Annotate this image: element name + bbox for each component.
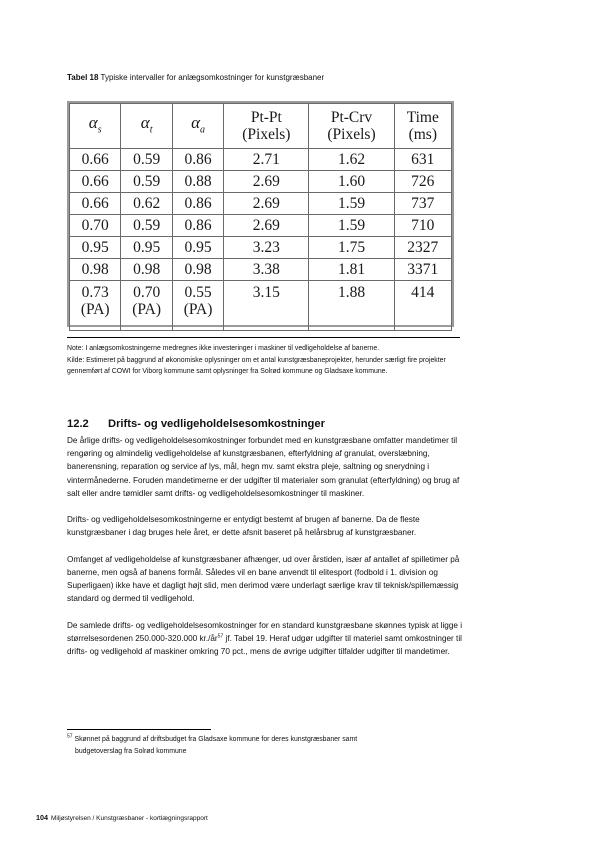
table-cell: 3.38	[224, 259, 309, 281]
table-cell: 726	[394, 171, 451, 193]
paragraph: Omfanget af vedligeholdelse af kunstgræsbaner afhænger, ud over årstiden, især af antallet af spilletimer på banerne, men også af banens formål. Således vil en bane anvendt til elitesport (fodbold i 1. division og Superligaen) ikke have et dagligt højt slid, men derimod være underlagt særlige krav til teknisk/spillemæssig standard og dermed til vedligehold.	[67, 554, 460, 604]
table-cell: 1.62	[309, 149, 394, 171]
table-cell: 0.88	[172, 171, 223, 193]
table-row-last	[70, 281, 452, 331]
footnote-text: Skønnet på baggrund af driftsbudget fra Gladsaxe kommune for deres kunstgræsbaner samt	[72, 736, 358, 743]
table-cell: 1.59	[309, 193, 394, 215]
table-cell: 0.62	[121, 193, 172, 215]
table-cell: 414	[394, 281, 451, 331]
table-cell: 0.98	[70, 259, 121, 281]
table-row	[70, 171, 452, 193]
header-alpha-s: $\alpha_s$	[70, 104, 121, 149]
table-caption	[67, 73, 324, 82]
table-row	[70, 215, 452, 237]
footnote-reference[interactable]: 57	[217, 633, 224, 640]
table-notes	[67, 343, 467, 378]
table-bottom-rule	[67, 337, 460, 338]
table-cell: 2.69	[224, 193, 309, 215]
table-cell: 0.98	[172, 259, 223, 281]
header-alpha-a: $\alpha_a$	[172, 104, 223, 149]
table-row	[70, 193, 452, 215]
results-table-image	[67, 101, 454, 327]
table-cell: 1.60	[309, 171, 394, 193]
table-cell: 0.95	[70, 237, 121, 259]
table-cell: 2327	[394, 237, 451, 259]
header-pt-pt: Pt-Pt (Pixels)	[224, 104, 309, 149]
table-cell: 710	[394, 215, 451, 237]
table-cell: 2.69	[224, 171, 309, 193]
table-cell: 1.59	[309, 215, 394, 237]
footnote-number: 57	[67, 733, 73, 740]
table-cell: 0.70	[70, 215, 121, 237]
paragraph: De samlede drifts- og vedligeholdelsesomkostninger for en standard kunstgræsbane skønnes typisk at ligge i størrelsesordenen 250.000-320.000 kr./år$^{57}$ jf. Tabel 19. Heraf udgør udgifter til materiel samt omkostninger til drifts- og vedligehold af maskiner omkring 70 pct., mens de øvrige udgifter tilfalder udgifter til mandetimer.	[67, 620, 463, 657]
table-cell: 0.86	[172, 215, 223, 237]
table-cell: 1.75	[309, 237, 394, 259]
footnote-text-continued: budgetoverslag fra Solrød kommune	[75, 748, 187, 755]
body-text	[67, 434, 467, 672]
table-cell: 0.59	[121, 215, 172, 237]
table-cell: 0.86	[172, 193, 223, 215]
section-heading	[67, 418, 325, 430]
paragraph: Drifts- og vedligeholdelsesomkostningerne er entydigt bestemt af brugen af banerne. Da de fleste kunstgræsbaner i dag bruges hele året, er dette afsnit baseret på helårsbrug af kunstgræsbaner.	[67, 515, 420, 538]
table-cell: 0.98	[121, 259, 172, 281]
table-cell: 3371	[394, 259, 451, 281]
footnote	[67, 734, 467, 758]
table-source: Kilde: Estimeret på baggrund af økonomiske oplysninger om et antal kunstgræsbaneprojekter, herunder særligt fire projekter gennemført af COWI for Viborg kommune samt oplysninger fra Solrød kommune og Gladsaxe kommune.	[67, 356, 446, 375]
section-title: Drifts- og vedligeholdelsesomkostninger	[108, 418, 325, 430]
table-cell: 0.95	[172, 237, 223, 259]
table-cell: 0.66	[70, 193, 121, 215]
table-cell: 0.55 (PA)	[172, 281, 223, 331]
header-time: Time (ms)	[394, 104, 451, 149]
table-cell: 0.66	[70, 149, 121, 171]
table-cell: 2.71	[224, 149, 309, 171]
table-cell: 3.15	[224, 281, 309, 331]
table-cell: 0.66	[70, 171, 121, 193]
table-note: Note: I anlægsomkostningerne medregnes ikke investeringer i maskiner til vedligeholdelse af banerne.	[67, 345, 380, 352]
header-alpha-t: $\alpha_t$	[121, 104, 172, 149]
results-table	[69, 103, 452, 331]
table-cell: 3.23	[224, 237, 309, 259]
table-cell: 0.70 (PA)	[121, 281, 172, 331]
table-row	[70, 259, 452, 281]
table-cell: 1.81	[309, 259, 394, 281]
table-cell: 0.86	[172, 149, 223, 171]
table-row	[70, 149, 452, 171]
table-cell: 2.69	[224, 215, 309, 237]
page-footer	[36, 813, 208, 822]
table-cell: 1.88	[309, 281, 394, 331]
table-caption-label: Tabel 18	[67, 73, 99, 82]
table-cell: 0.59	[121, 149, 172, 171]
header-pt-crv: Pt-Crv (Pixels)	[309, 104, 394, 149]
page-number: 104	[36, 813, 48, 822]
table-cell: 631	[394, 149, 451, 171]
table-cell: 0.95	[121, 237, 172, 259]
table-cell: 0.59	[121, 171, 172, 193]
table-cell: 737	[394, 193, 451, 215]
footer-text: Miljøstyrelsen / Kunstgræsbaner - kortlægningsrapport	[51, 815, 208, 822]
table-caption-text: Typiske intervaller for anlægsomkostninger for kunstgræsbaner	[100, 73, 325, 82]
paragraph: De årlige drifts- og vedligeholdelsesomkostninger forbundet med en kunstgræsbane omfatter mandetimer til rengøring og almindelig vedligeholdelse af kunstgræsbanen, efterfyldning af granulat, overslæbning, banerensning, reparation og service af lys, mål, hegn mv. samt ekstra pleje, saltning og snerydning i vintermånederne. Foruden mandetimerne er der udgifter til materialer som granulat (efterfyldning) og brug af salt eller andre tømidler samt drifts- og vedligeholdelsesomkostninger til maskiner.	[67, 436, 460, 498]
section-number: 12.2	[67, 418, 89, 430]
table-row	[70, 237, 452, 259]
table-header-row	[70, 104, 452, 149]
footnote-rule	[67, 729, 211, 730]
table-cell: 0.73 (PA)	[70, 281, 121, 331]
